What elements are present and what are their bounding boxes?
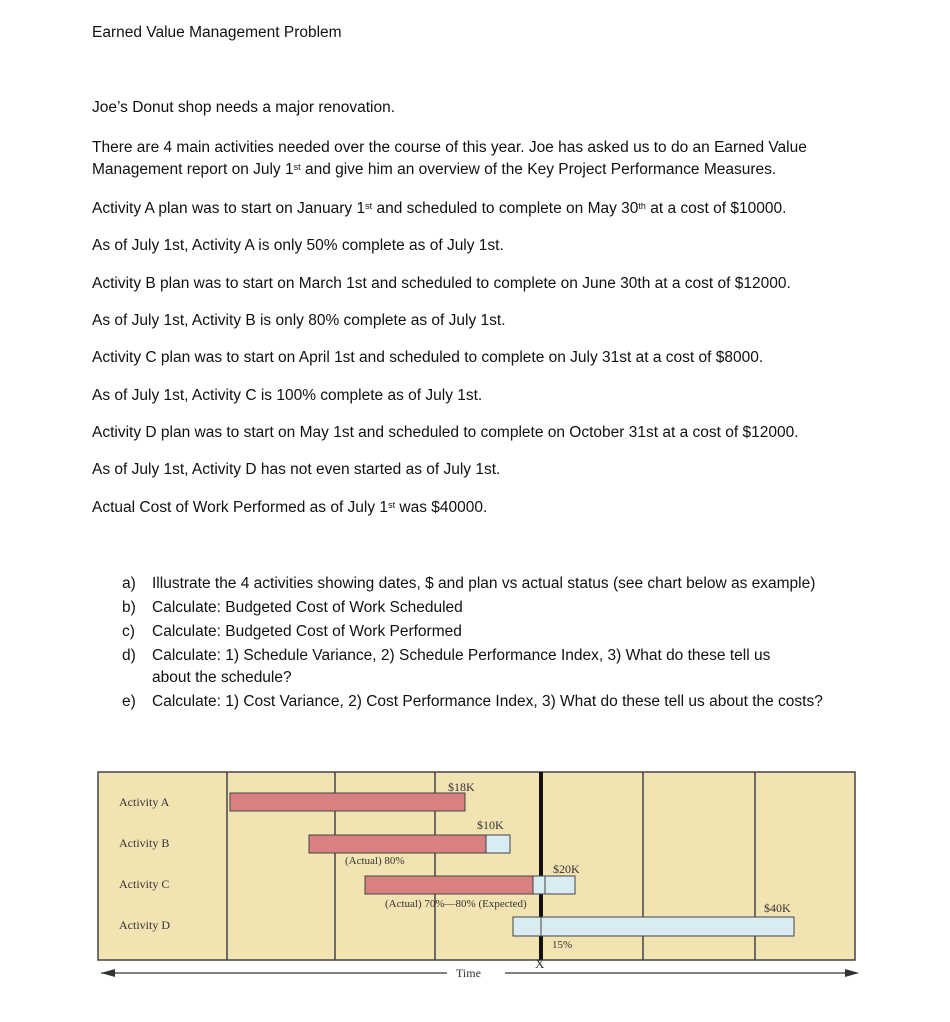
task-item — [122, 620, 823, 644]
row-label-a: Activity A — [119, 795, 170, 809]
text-fragment: Management report on July 1 — [92, 161, 294, 178]
task-item — [122, 572, 823, 596]
row-label-b: Activity B — [119, 836, 170, 850]
activity-c-plan: Activity C plan was to start on April 1st and scheduled to complete on July 31st at a cost of $8000. — [92, 349, 764, 366]
text-fragment: Actual Cost of Work Performed as of July 1 — [92, 499, 389, 516]
task-marker: d) — [122, 647, 136, 664]
paragraph-line — [92, 159, 776, 181]
label-b-cost: $10K — [477, 818, 504, 832]
text-fragment: was $40000. — [395, 499, 488, 516]
task-item-continuation — [122, 666, 823, 690]
text-fragment: at a cost of $10000. — [645, 200, 787, 217]
bar-c-actual — [365, 876, 533, 894]
bar-c-expected — [533, 876, 545, 894]
actual-cost-line — [92, 497, 487, 519]
arrow-left-icon — [101, 969, 115, 977]
activity-b-status: As of July 1st, Activity B is only 80% complete as of July 1st. — [92, 312, 506, 329]
activity-a-status: As of July 1st, Activity A is only 50% complete as of July 1st. — [92, 237, 504, 254]
bar-a-actual — [230, 793, 465, 811]
text-fragment: and scheduled to complete on May 30 — [372, 200, 639, 217]
text-fragment: and give him an overview of the Key Project Performance Measures. — [300, 161, 777, 178]
label-c-cost: $20K — [553, 862, 580, 876]
label-d-cost: $40K — [764, 901, 791, 915]
label-b-actual: (Actual) 80% — [345, 855, 405, 867]
document-title: Earned Value Management Problem — [92, 24, 342, 41]
task-list — [122, 572, 823, 714]
label-c-actual: (Actual) 70%—80% (Expected) — [385, 898, 527, 910]
task-marker: b) — [122, 599, 136, 616]
activity-a-plan — [92, 198, 786, 220]
status-mark: X — [535, 956, 545, 971]
arrow-right-icon — [845, 969, 859, 977]
task-text: Calculate: 1) Schedule Variance, 2) Schedule Performance Index, 3) What do these tell us — [152, 647, 771, 664]
row-label-d: Activity D — [119, 918, 170, 932]
intro-text: Joe’s Donut shop needs a major renovation. — [92, 99, 396, 116]
task-text: Illustrate the 4 activities showing dates, $ and plan vs actual status (see chart below as example) — [152, 575, 816, 592]
text-fragment: Activity A plan was to start on January 1 — [92, 200, 366, 217]
superscript: st — [365, 201, 373, 211]
task-marker: c) — [122, 623, 135, 640]
label-a-cost: $18K — [448, 780, 475, 794]
gantt-chart — [95, 765, 865, 985]
superscript: st — [293, 162, 301, 172]
task-text: Calculate: Budgeted Cost of Work Performed — [152, 623, 462, 640]
activity-d-status: As of July 1st, Activity D has not even started as of July 1st. — [92, 461, 501, 478]
bar-b-remaining — [486, 835, 510, 853]
superscript: th — [638, 201, 646, 211]
superscript: st — [388, 500, 396, 510]
task-text: Calculate: 1) Cost Variance, 2) Cost Performance Index, 3) What do these tell us about the costs? — [152, 693, 823, 710]
activity-c-status: As of July 1st, Activity C is 100% complete as of July 1st. — [92, 387, 483, 404]
task-text: Calculate: Budgeted Cost of Work Scheduled — [152, 599, 463, 616]
paragraph-line: There are 4 main activities needed over the course of this year. Joe has asked us to do an Earned Value — [92, 139, 807, 156]
task-marker: e) — [122, 693, 136, 710]
bar-b-actual — [309, 835, 486, 853]
row-label-c: Activity C — [119, 877, 170, 891]
task-marker: a) — [122, 575, 136, 592]
bar-d-elapsed — [513, 917, 541, 936]
bar-d-planned — [541, 917, 794, 936]
task-item — [122, 596, 823, 620]
task-text: about the schedule? — [152, 669, 292, 686]
label-d-pct: 15% — [552, 939, 573, 951]
bar-c-remaining — [545, 876, 575, 894]
time-axis-label: Time — [456, 966, 481, 980]
activity-b-plan: Activity B plan was to start on March 1st and scheduled to complete on June 30th at a cost of $12000. — [92, 275, 791, 292]
task-item — [122, 690, 823, 714]
activity-d-plan: Activity D plan was to start on May 1st and scheduled to complete on October 31st at a cost of $12000. — [92, 424, 799, 441]
task-item — [122, 644, 823, 668]
